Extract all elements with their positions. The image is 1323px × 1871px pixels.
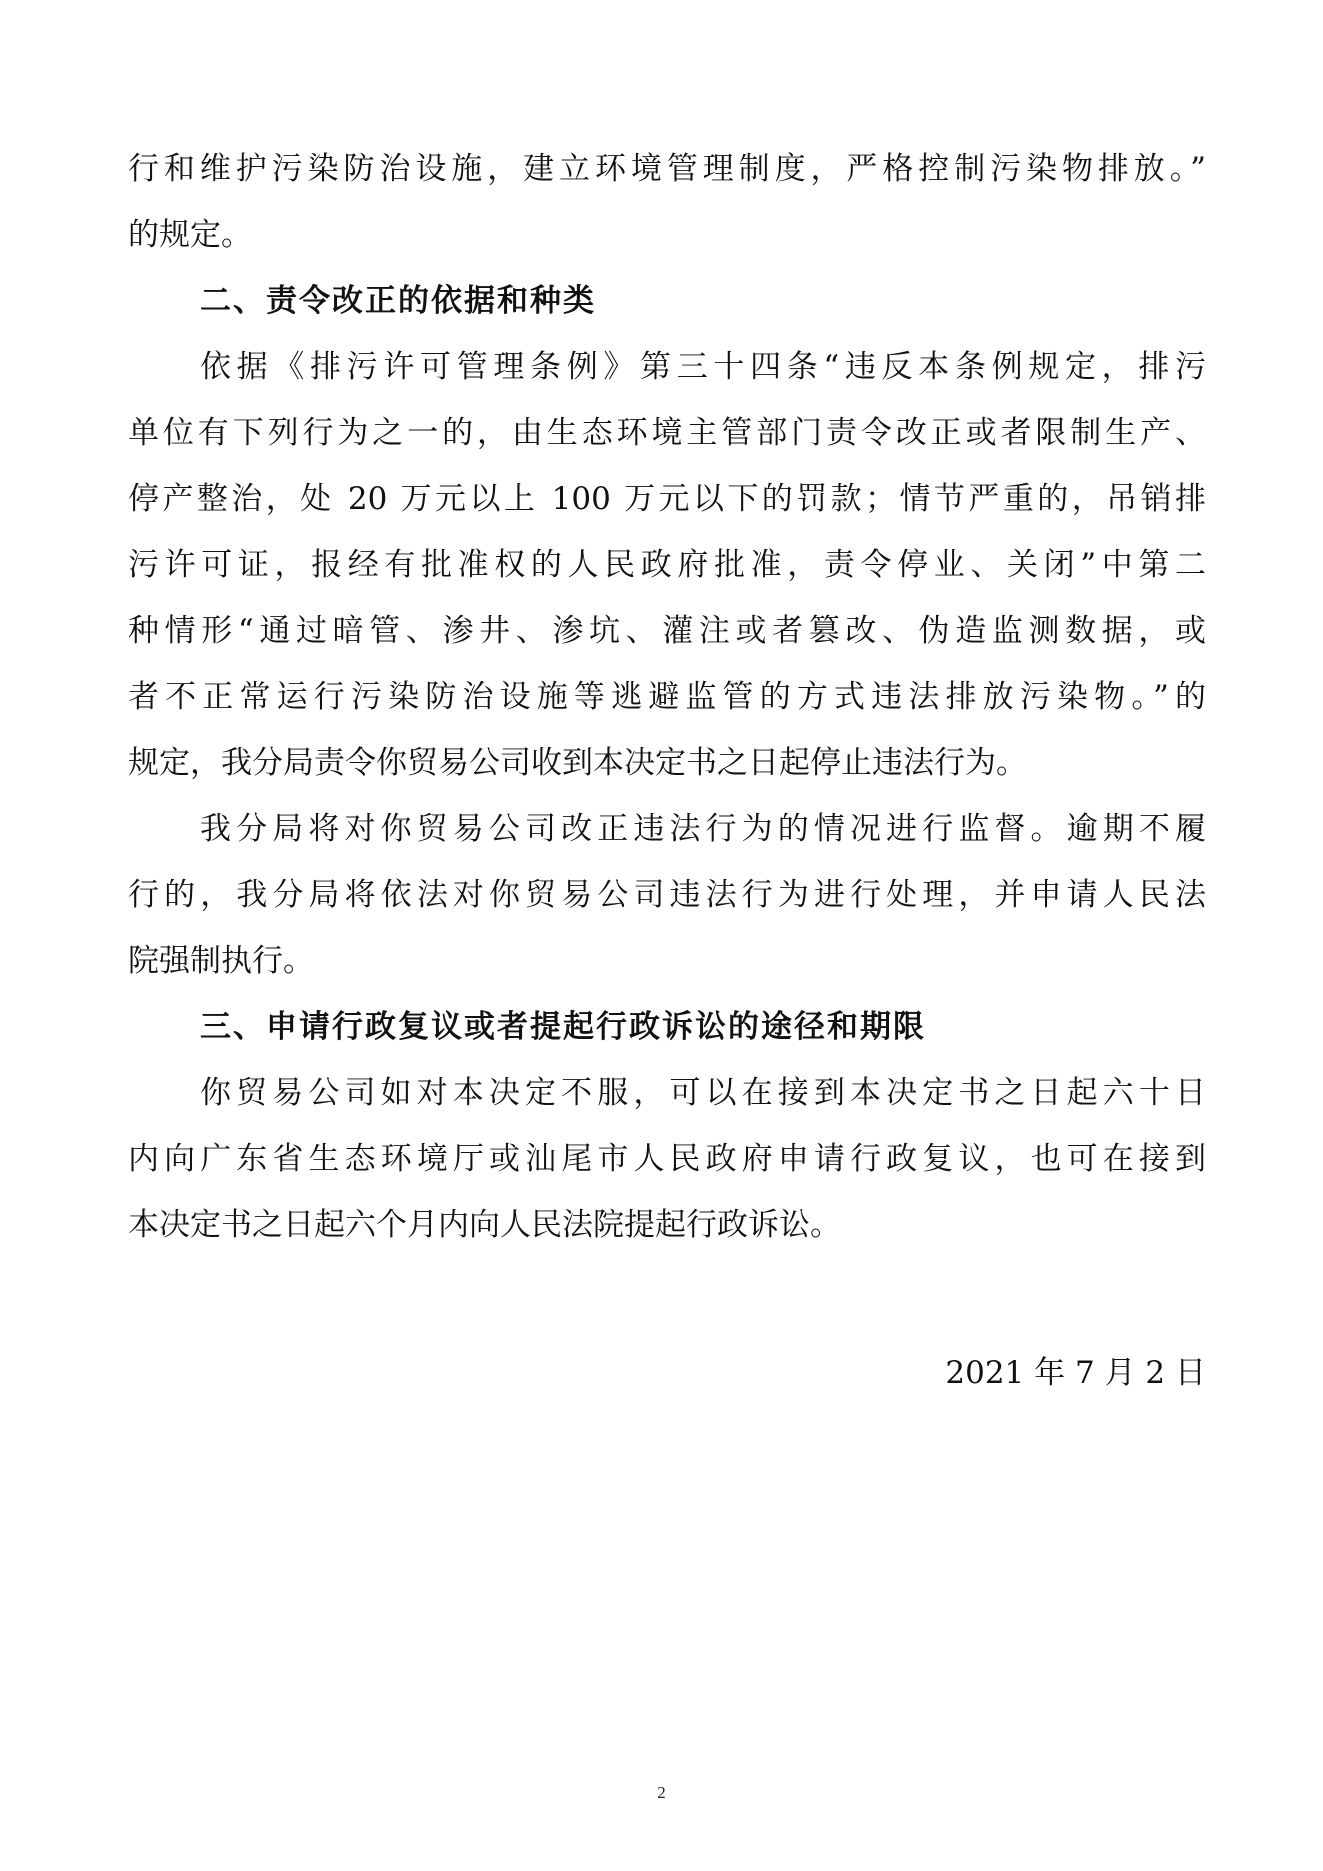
text-line: 者不正常运行污染防治设施等逃避监管的方式违法排放污染物。”的 xyxy=(128,679,1206,715)
text-line: 我分局将对你贸易公司改正违法行为的情况进行监督。逾期不履 xyxy=(200,811,1206,847)
text-line: 规定，我分局责令你贸易公司收到本决定书之日起停止违法行为。 xyxy=(128,745,1027,781)
text-line: 行的，我分局将依法对你贸易公司违法行为进行处理，并申请人民法 xyxy=(128,877,1206,913)
section-heading-2: 二、责令改正的依据和种类 xyxy=(200,283,596,319)
page-number: 2 xyxy=(657,1783,666,1802)
text-line: 行和维护污染防治设施，建立环境管理制度，严格控制污染物排放。” xyxy=(128,151,1206,187)
text-line: 污许可证，报经有批准权的人民政府批准，责令停业、关闭”中第二 xyxy=(128,547,1206,583)
text-line: 的规定。 xyxy=(128,217,252,253)
text-line: 本决定书之日起六个月内向人民法院提起行政诉讼。 xyxy=(128,1207,841,1243)
text-line: 停产整治，处 20 万元以上 100 万元以下的罚款；情节严重的，吊销排 xyxy=(128,481,1206,517)
text-line: 内向广东省生态环境厅或汕尾市人民政府申请行政复议，也可在接到 xyxy=(128,1141,1206,1177)
text-line: 种情形“通过暗管、渗井、渗坑、灌注或者篡改、伪造监测数据，或 xyxy=(128,613,1206,649)
text-line: 院强制执行。 xyxy=(128,943,314,979)
text-line: 单位有下列行为之一的，由生态环境主管部门责令改正或者限制生产、 xyxy=(128,415,1206,451)
text-line: 你贸易公司如对本决定不服，可以在接到本决定书之日起六十日 xyxy=(200,1075,1206,1111)
section-heading-3: 三、申请行政复议或者提起行政诉讼的途径和期限 xyxy=(200,1009,926,1045)
text-line: 依据《排污许可管理条例》第三十四条“违反本条例规定，排污 xyxy=(200,349,1206,385)
document-date: 2021 年 7 月 2 日 xyxy=(945,1355,1206,1391)
